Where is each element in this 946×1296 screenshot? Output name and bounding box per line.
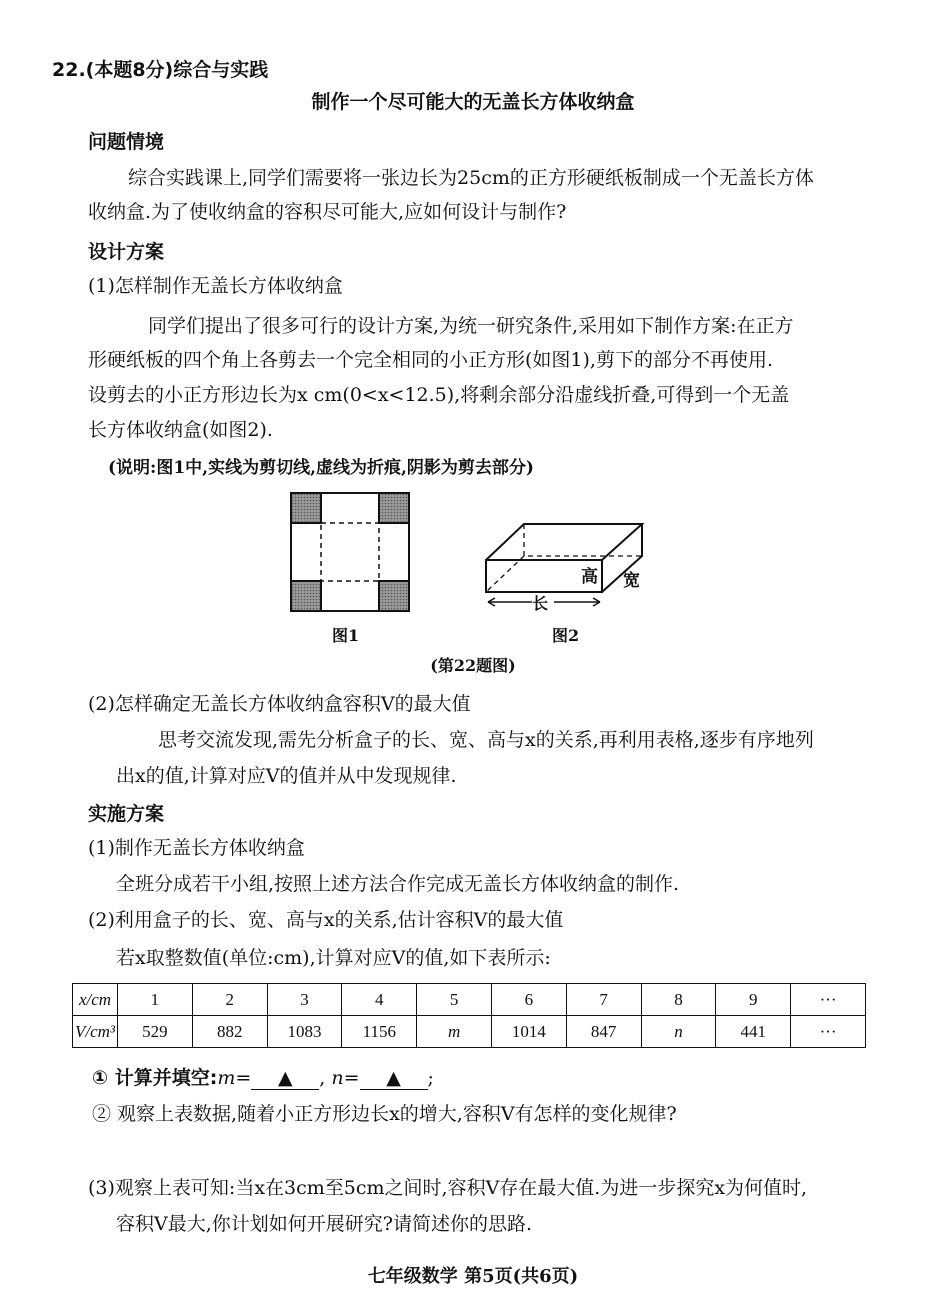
design-note: (说明:图1中,实线为剪切线,虚线为折痕,阴影为剪去部分) xyxy=(108,458,534,478)
table-cell: 1156 xyxy=(342,1016,417,1048)
table-cell: 441 xyxy=(716,1016,791,1048)
fold-lines xyxy=(321,523,379,581)
table-header-v: V/cm³ xyxy=(73,1016,118,1048)
table-cell: 8 xyxy=(641,984,716,1016)
design-p1-line-4: 长方体收纳盒(如图2). xyxy=(88,419,273,441)
question-1-end: ; xyxy=(427,1067,434,1089)
corner-cut-bottom-right xyxy=(379,581,409,611)
table-header-x: x/cm xyxy=(73,984,118,1016)
figure-2-length-label: 长 xyxy=(532,594,549,613)
design-part2-title: (2)怎样确定无盖长方体收纳盒容积V的最大值 xyxy=(88,693,471,715)
answer-blank-n[interactable]: ▲ xyxy=(360,1067,428,1090)
design-p1-line-2: 形硬纸板的四个角上各剪去一个完全相同的小正方形(如图1),剪下的部分不再使用. xyxy=(88,349,773,371)
table-cell: 529 xyxy=(118,1016,193,1048)
table-cell: ··· xyxy=(791,984,866,1016)
table-cell: 6 xyxy=(491,984,566,1016)
answer-blank-m[interactable]: ▲ xyxy=(251,1067,319,1090)
figure-caption: (第22题图) xyxy=(430,656,516,675)
problem-line-1: 综合实践课上,同学们需要将一张边长为25cm的正方形硬纸板制成一个无盖长方体 xyxy=(128,167,814,189)
design-part1-title: (1)怎样制作无盖长方体收纳盒 xyxy=(88,275,343,297)
implementation-part1-title: (1)制作无盖长方体收纳盒 xyxy=(88,837,305,859)
question-1-separator: , xyxy=(319,1067,326,1089)
table-cell: m xyxy=(417,1016,492,1048)
question-1-n-label: n= xyxy=(331,1067,360,1089)
design-p1-line-3: 设剪去的小正方形边长为x cm(0<x<12.5),将剩余部分沿虚线折叠,可得到一个无盖 xyxy=(88,384,790,406)
problem-line-2: 收纳盒.为了使收纳盒的容积尽可能大,应如何设计与制作? xyxy=(88,201,567,223)
figure-2-label: 图2 xyxy=(552,626,580,645)
figure-2-diagram xyxy=(480,514,670,610)
problem-heading: 问题情境 xyxy=(88,131,165,153)
implementation-part2-title: (2)利用盒子的长、宽、高与x的关系,估计容积V的最大值 xyxy=(88,909,564,931)
implementation-part1-text: 全班分成若干小组,按照上述方法合作完成无盖长方体收纳盒的制作. xyxy=(116,873,680,895)
box-hidden-edges xyxy=(486,524,642,592)
table-cell: ··· xyxy=(791,1016,866,1048)
figure-1-diagram xyxy=(288,490,412,614)
question-1-m-label: m= xyxy=(217,1067,252,1089)
table-cell: n xyxy=(641,1016,716,1048)
table-cell: 1 xyxy=(118,984,193,1016)
volume-table xyxy=(72,983,866,1048)
question-1-prefix: ① 计算并填空: xyxy=(92,1067,218,1089)
page-footer: 七年级数学 第5页(共6页) xyxy=(367,1266,579,1287)
table-row-v xyxy=(73,1016,866,1048)
corner-cut-top-left xyxy=(291,493,321,523)
table-cell: 3 xyxy=(267,984,342,1016)
corner-cut-bottom-left xyxy=(291,581,321,611)
table-row-x xyxy=(73,984,866,1016)
implementation-part2-text: 若x取整数值(单位:cm),计算对应V的值,如下表所示: xyxy=(116,947,551,969)
implementation-heading: 实施方案 xyxy=(88,803,165,825)
table-cell: 1014 xyxy=(491,1016,566,1048)
figure-1-label: 图1 xyxy=(332,626,360,645)
question-title: 制作一个尽可能大的无盖长方体收纳盒 xyxy=(311,91,635,113)
design-heading: 设计方案 xyxy=(88,241,165,263)
corner-cut-top-right xyxy=(379,493,409,523)
table-cell: 2 xyxy=(192,984,267,1016)
table-cell: 882 xyxy=(192,1016,267,1048)
table-cell: 847 xyxy=(566,1016,641,1048)
figure-2-width-label: 宽 xyxy=(623,571,640,591)
design-p2-line-1: 思考交流发现,需先分析盒子的长、宽、高与x的关系,再利用表格,逐步有序地列 xyxy=(158,729,814,751)
part3-line-2: 容积V最大,你计划如何开展研究?请简述你的思路. xyxy=(116,1213,532,1235)
design-p1-line-1: 同学们提出了很多可行的设计方案,为统一研究条件,采用如下制作方案:在正方 xyxy=(148,315,794,337)
question-header: 22.(本题8分)综合与实践 xyxy=(52,59,269,81)
part3-line-1: (3)观察上表可知:当x在3cm至5cm之间时,容积V存在最大值.为进一步探究x为何值时, xyxy=(88,1177,808,1199)
question-2: ② 观察上表数据,随着小正方形边长x的增大,容积V有怎样的变化规律? xyxy=(92,1103,677,1125)
question-1 xyxy=(92,1064,434,1092)
box-top-edges xyxy=(486,524,642,560)
table-cell: 1083 xyxy=(267,1016,342,1048)
design-p2-line-2: 出x的值,计算对应V的值并从中发现规律. xyxy=(116,765,457,787)
figure-2-height-label: 高 xyxy=(581,567,598,587)
table-cell: 5 xyxy=(417,984,492,1016)
table-cell: 9 xyxy=(716,984,791,1016)
table-cell: 4 xyxy=(342,984,417,1016)
table-cell: 7 xyxy=(566,984,641,1016)
